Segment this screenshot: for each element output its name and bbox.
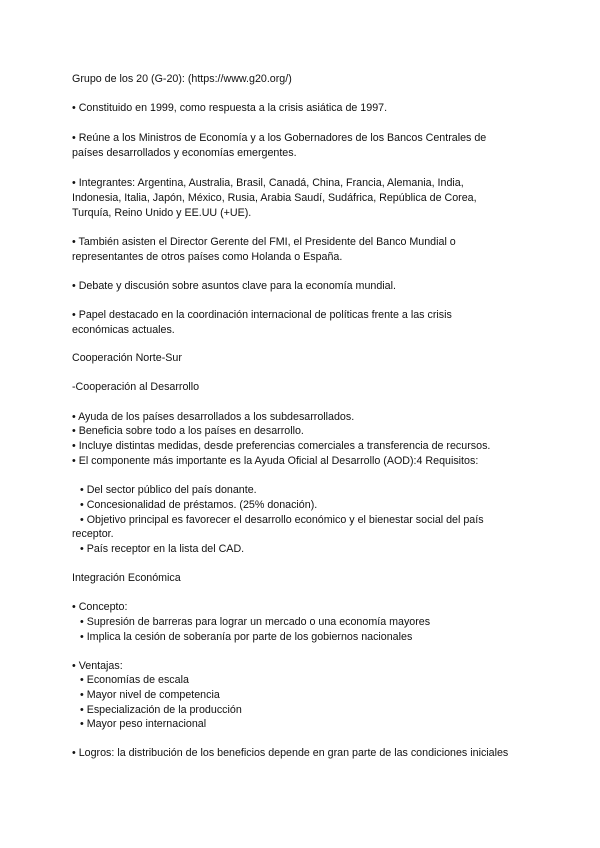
integracion-logros: • Logros: la distribución de los beneficios depende en gran parte de las condiciones iniciales xyxy=(72,747,509,759)
concepto-cesion: • Implica la cesión de soberanía por parte de los gobiernos nacionales xyxy=(80,631,413,643)
ventaja-peso: • Mayor peso internacional xyxy=(80,718,207,730)
norte-sur-bullet-incluye: • Incluye distintas medidas, desde preferencias comerciales a transferencia de recursos. xyxy=(72,440,491,452)
g20-bullet-papel-line1: • Papel destacado en la coordinación internacional de políticas frente a las crisis xyxy=(72,309,452,321)
integracion-heading: Integración Económica xyxy=(72,572,181,584)
requisito-objetivo-line2: receptor. xyxy=(72,528,114,540)
g20-bullet-asisten-line1: • También asisten el Director Gerente del FMI, el Presidente del Banco Mundial o xyxy=(72,236,456,248)
g20-bullet-papel-line2: económicas actuales. xyxy=(72,324,175,336)
norte-sur-heading: Cooperación Norte-Sur xyxy=(72,352,182,364)
g20-bullet-debate: • Debate y discusión sobre asuntos clave para la economía mundial. xyxy=(72,280,396,292)
g20-bullet-members-line2: países desarrollados y economías emergentes. xyxy=(72,147,297,159)
norte-sur-bullet-aod: • El componente más importante es la Ayuda Oficial al Desarrollo (AOD):4 Requisitos: xyxy=(72,455,479,467)
g20-bullet-integrantes-line2: Indonesia, Italia, Japón, México, Rusia, Arabia Saudí, Sudáfrica, República de Corea, xyxy=(72,192,477,204)
requisito-objetivo-line1: • Objetivo principal es favorecer el desarrollo económico y el bienestar social del país xyxy=(80,514,484,526)
requisito-sector-publico: • Del sector público del país donante. xyxy=(80,484,257,496)
norte-sur-subheading: -Cooperación al Desarrollo xyxy=(72,381,200,393)
norte-sur-bullet-beneficia: • Beneficia sobre todo a los países en desarrollo. xyxy=(72,425,304,437)
g20-bullet-members-line1: • Reúne a los Ministros de Economía y a los Gobernadores de los Bancos Centrales de xyxy=(72,132,487,144)
integracion-concepto: • Concepto: xyxy=(72,601,128,613)
ventaja-escala: • Economías de escala xyxy=(80,674,189,686)
requisito-concesionalidad: • Concesionalidad de préstamos. (25% donación). xyxy=(80,499,318,511)
g20-heading: Grupo de los 20 (G-20): (https://www.g20.org/) xyxy=(72,73,292,85)
concepto-supresion: • Supresión de barreras para lograr un mercado o una economía mayores xyxy=(80,616,431,628)
norte-sur-bullet-ayuda: • Ayuda de los países desarrollados a los subdesarrollados. xyxy=(72,411,355,423)
integracion-ventajas: • Ventajas: xyxy=(72,660,123,672)
ventaja-especializacion: • Especialización de la producción xyxy=(80,704,242,716)
ventaja-competencia: • Mayor nivel de competencia xyxy=(80,689,220,701)
g20-bullet-integrantes-line3: Turquía, Reino Unido y EE.UU (+UE). xyxy=(72,207,252,219)
g20-bullet-integrantes-line1: • Integrantes: Argentina, Australia, Brasil, Canadá, China, Francia, Alemania, India, xyxy=(72,177,464,189)
g20-bullet-founded: • Constituido en 1999, como respuesta a la crisis asiática de 1997. xyxy=(72,102,388,114)
requisito-pais-receptor: • País receptor en la lista del CAD. xyxy=(80,543,245,555)
g20-bullet-asisten-line2: representantes de otros países como Holanda o España. xyxy=(72,251,343,263)
